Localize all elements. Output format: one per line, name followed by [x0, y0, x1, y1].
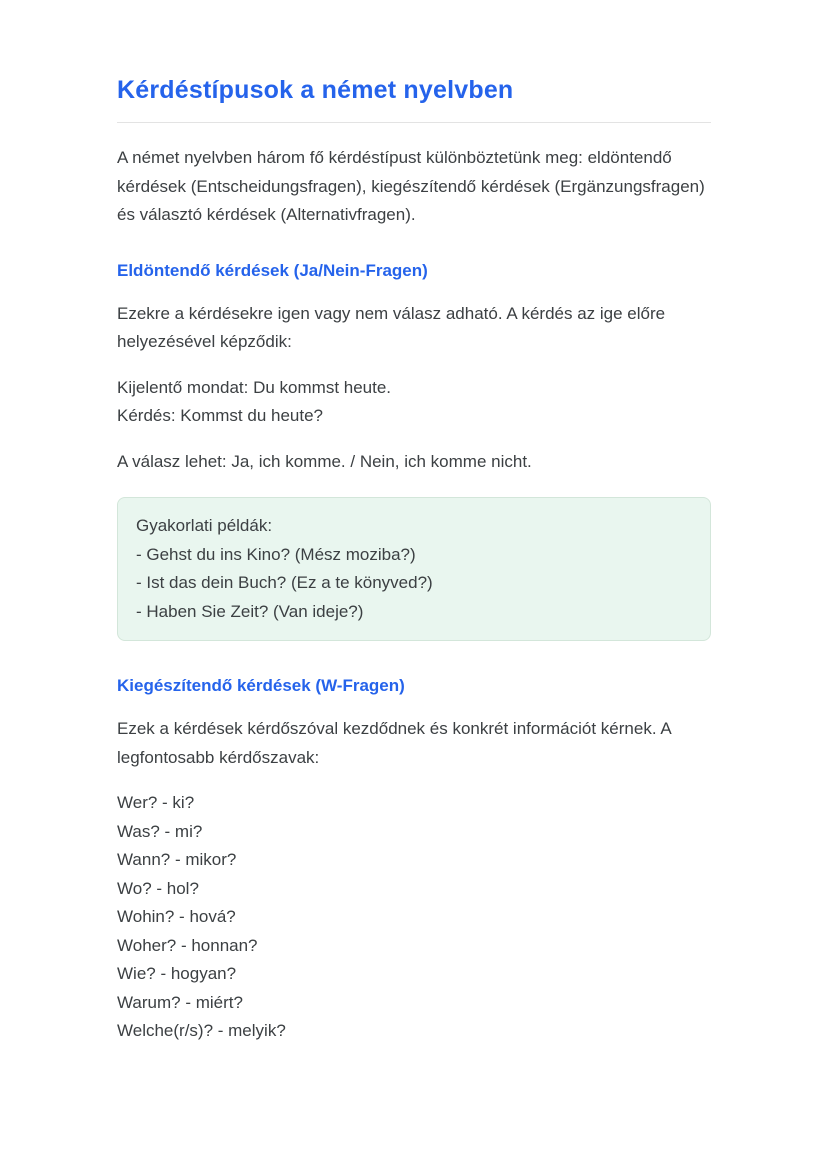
examples-box-title: Gyakorlati példák: — [136, 516, 273, 535]
question-word-line: Wo? - hol? — [117, 878, 199, 898]
section-heading-w-questions: Kiegészítendő kérdések (W-Fragen) — [117, 676, 405, 695]
practical-examples-box — [117, 497, 711, 641]
page-title: Kérdéstípusok a német nyelvben — [117, 76, 514, 104]
question-word-line: Welche(r/s)? - melyik? — [117, 1021, 286, 1040]
question-word-line: Woher? - honnan? — [117, 935, 258, 955]
document-body — [117, 0, 711, 1126]
question-word-list — [117, 789, 711, 1046]
title-divider — [117, 122, 711, 123]
example-line: - Ist das dein Buch? (Ez a te könyved?) — [136, 573, 433, 592]
intro-paragraph: A német nyelvben három fő kérdéstípust különböztetünk meg: eldöntendő kérdések (Entscheidungsfragen), kiegészítendő kérdések (Ergänzungsfragen) és választó kérdések (Alternativfragen). — [117, 148, 705, 224]
answer-line: A válasz lehet: Ja, ich komme. / Nein, ich komme nicht. — [117, 451, 532, 471]
section-heading-yes-no-questions: Eldöntendő kérdések (Ja/Nein-Fragen) — [117, 260, 428, 280]
yes-no-description-paragraph: Ezekre a kérdésekre igen vagy nem válasz adható. A kérdés az ige előre helyezésével képződik: — [117, 303, 666, 351]
question-line: Kérdés: Kommst du heute? — [117, 406, 324, 425]
question-word-line: Was? - mi? — [117, 821, 203, 841]
question-word-line: Wann? - mikor? — [117, 850, 237, 869]
w-questions-description-paragraph: Ezek a kérdések kérdőszóval kezdődnek és konkrét információt kérnek. A legfontosabb kérdőszavak: — [117, 719, 671, 767]
example-line: - Haben Sie Zeit? (Van ideje?) — [136, 601, 364, 621]
question-word-line: Wer? - ki? — [117, 793, 195, 812]
statement-question-pair — [117, 374, 711, 431]
question-word-line: Wie? - hogyan? — [117, 964, 237, 983]
question-word-line: Warum? - miért? — [117, 992, 243, 1012]
statement-line: Kijelentő mondat: Du kommst heute. — [117, 377, 392, 397]
example-line: - Gehst du ins Kino? (Mész moziba?) — [136, 544, 416, 564]
question-word-line: Wohin? - hová? — [117, 907, 236, 926]
